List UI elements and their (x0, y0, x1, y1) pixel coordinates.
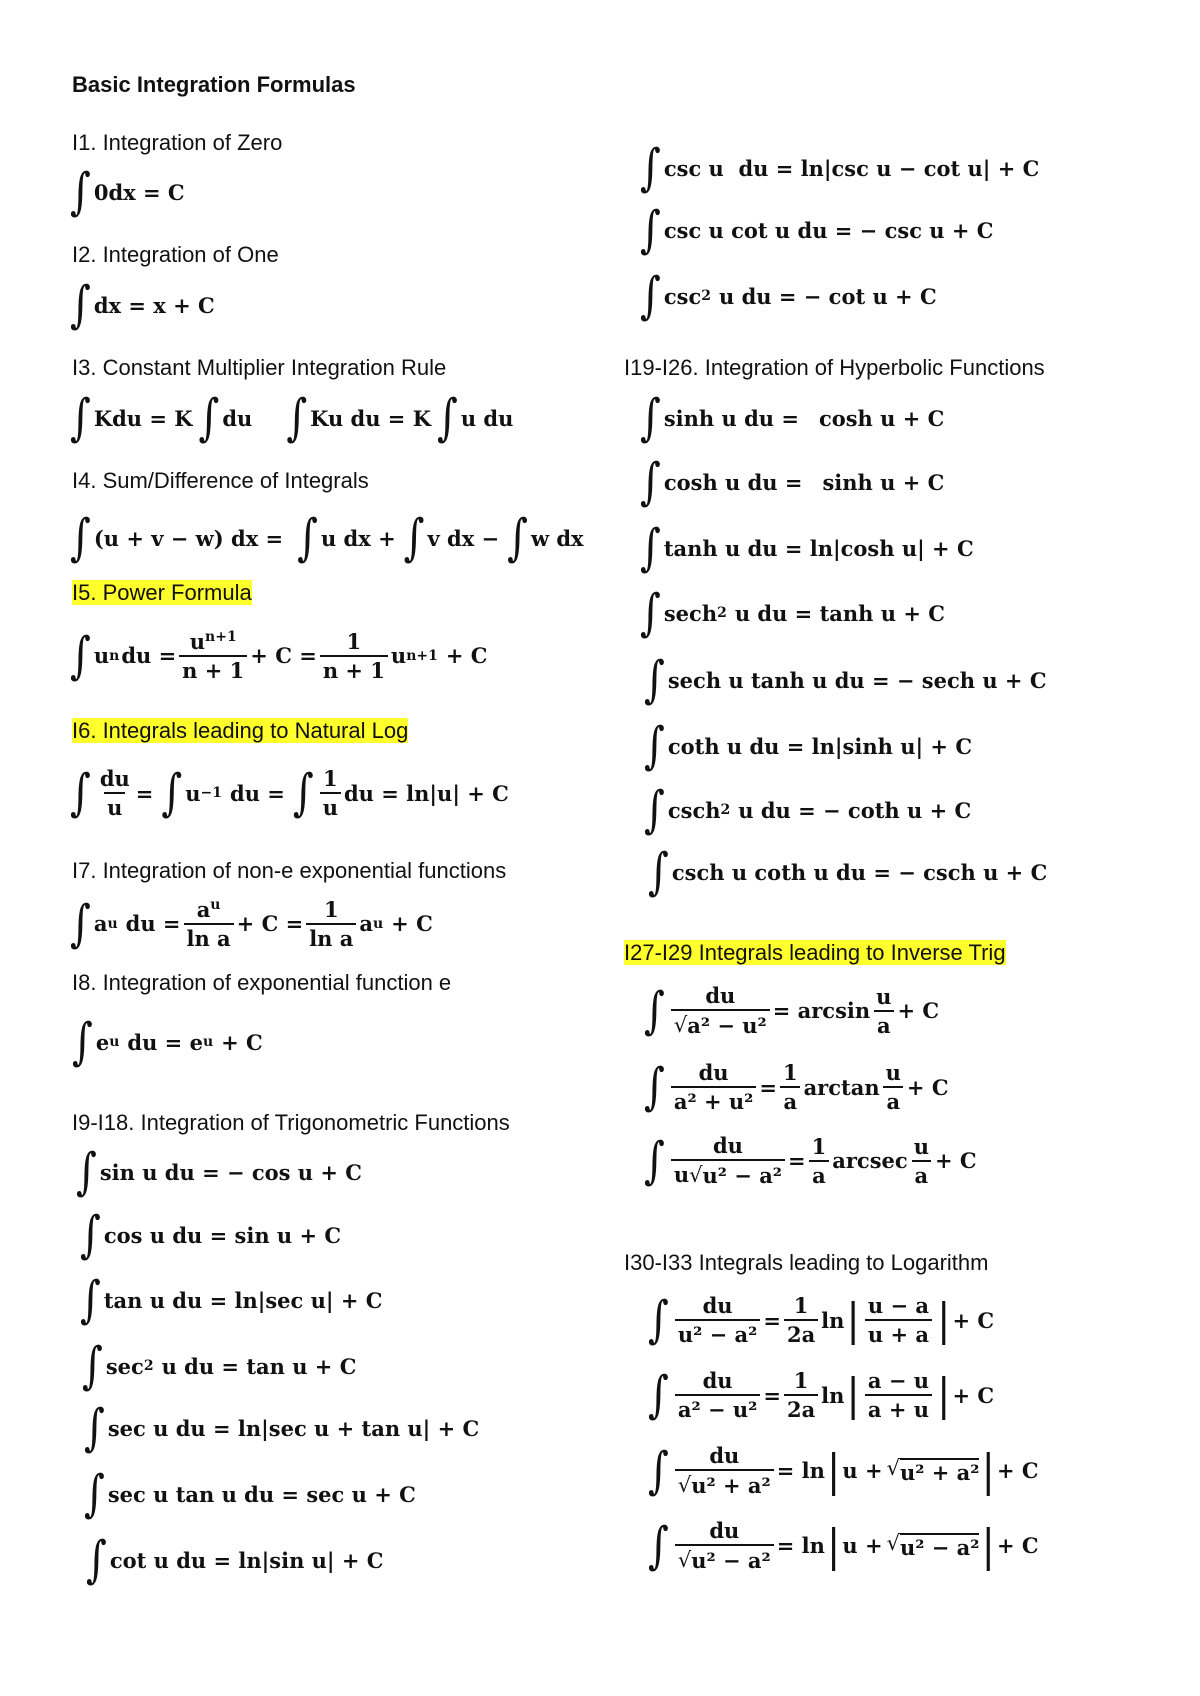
formula-sechtanh (644, 651, 1047, 709)
exponent: −1 (200, 785, 223, 801)
formula-text: coth u du = ln|sinh u| + C (667, 733, 973, 759)
integral-sign: ∫ (507, 509, 528, 567)
formula-text: sec (105, 1353, 144, 1379)
formula-log3 (648, 1441, 1039, 1500)
integral-sign: ∫ (76, 1143, 97, 1201)
formula-text: = (763, 1307, 781, 1333)
heading-i6 (72, 718, 408, 744)
formula-text: = (759, 1074, 777, 1100)
formula-text: + C (952, 1382, 995, 1408)
formula-text: du (222, 405, 253, 431)
formula-text: = ln (776, 1458, 825, 1483)
formula-text: csc u cot u du = − csc u + C (663, 217, 994, 243)
exponent: 2 (720, 802, 731, 818)
integral-sign: ∫ (82, 1337, 103, 1395)
integral-sign: ∫ (403, 509, 425, 567)
integral-sign: ∫ (70, 764, 91, 822)
fraction (179, 630, 247, 681)
formula-text: cos u du = sin u + C (103, 1222, 342, 1248)
formula-csc (640, 139, 1040, 197)
integral-sign: ∫ (644, 1058, 665, 1116)
radicand: u² − a² (691, 1548, 771, 1573)
integral-sign: ∫ (84, 1465, 105, 1523)
exponent: u (202, 1034, 214, 1050)
formula-text: u du = tanh u + C (734, 600, 945, 626)
sqrt-symbol: √ (673, 1013, 688, 1037)
fraction (675, 1370, 761, 1420)
formula-text: u (673, 1162, 690, 1187)
integral-sign: ∫ (644, 717, 665, 775)
integral-sign: ∫ (70, 894, 91, 953)
integral-sign: ∫ (72, 1013, 93, 1071)
exponent: 2 (701, 288, 711, 304)
formula-sech2 (640, 584, 945, 642)
highlight: I6. Integrals leading to Natural Log (72, 718, 409, 743)
formula-text: csch (667, 797, 721, 823)
numerator: 1 (811, 1133, 827, 1159)
formula-text: du = ln|u| + C (344, 780, 509, 806)
formula-text: + C (391, 911, 433, 936)
integral-sign: ∫ (436, 389, 458, 447)
formula-text: u du = − cot u + C (719, 283, 937, 309)
highlight: I5. Power Formula (72, 580, 252, 605)
numerator: du (705, 983, 736, 1008)
exponent: 2 (717, 605, 727, 621)
abs-bar: | (846, 1369, 860, 1421)
formula-text: + C (952, 1307, 995, 1333)
fraction (675, 1520, 774, 1571)
formula-arctan (644, 1058, 949, 1116)
abs-bar: | (981, 1520, 995, 1571)
formula-tan (80, 1271, 383, 1329)
fraction (671, 1062, 757, 1112)
heading-i1: I1. Integration of Zero (72, 130, 283, 155)
heading-i8: I8. Integration of exponential function e (72, 970, 452, 995)
integral-sign: ∫ (640, 267, 661, 325)
denominator: u + a (865, 1319, 932, 1345)
formula-text: u (93, 643, 110, 668)
integral-sign: ∫ (84, 1399, 105, 1457)
formula-text: u + (842, 1458, 883, 1483)
denominator: 2a (784, 1319, 818, 1345)
fraction (780, 1062, 801, 1112)
fraction (671, 1135, 785, 1186)
formula-text: csc u du = ln|csc u − cot u| + C (663, 155, 1040, 181)
heading-i30: I30-I33 Integrals leading to Logarithm (624, 1250, 989, 1275)
integral-sign: ∫ (70, 509, 91, 567)
formula-arcsec (644, 1131, 977, 1190)
sqrt-symbol: √ (677, 1473, 692, 1497)
numerator: 1 (346, 628, 362, 654)
integral-sign: ∫ (640, 584, 661, 642)
exponent: n (109, 647, 120, 664)
integral-sign: ∫ (648, 1441, 669, 1500)
sqrt-symbol: √ (677, 1548, 692, 1572)
formula-tanh (640, 519, 974, 577)
denominator: a (912, 1160, 932, 1186)
integral-sign: ∫ (80, 1271, 101, 1329)
fraction (675, 1445, 774, 1496)
numerator: du (702, 1368, 733, 1393)
integral-sign: ∫ (640, 453, 661, 511)
formula-i3 (70, 389, 514, 447)
radicand: u² + a² (691, 1473, 771, 1498)
numerator: u (189, 629, 206, 654)
heading-i9: I9-I18. Integration of Trigonometric Functions (72, 1110, 510, 1135)
radicand: u² − a² (899, 1535, 980, 1560)
formula-i8 (72, 1013, 263, 1071)
formula-text: + C (906, 1074, 949, 1100)
heading-i27 (624, 940, 1006, 966)
formula-sec (84, 1399, 480, 1457)
formula-text: + C (897, 998, 940, 1023)
fraction (911, 1133, 932, 1188)
heading-i4: I4. Sum/Difference of Integrals (72, 468, 369, 493)
formula-text: sech u tanh u du = − sech u + C (667, 667, 1047, 693)
formula-cschcoth (648, 843, 1048, 901)
formula-log4 (648, 1516, 1039, 1575)
formula-text: ln (821, 1307, 845, 1333)
radicand: u² − a² (702, 1163, 783, 1188)
numerator: 1 (323, 766, 338, 791)
exponent: u (210, 897, 221, 913)
abs-bar: | (826, 1445, 841, 1496)
formula-text: du = (230, 780, 285, 806)
formula-i6 (70, 764, 509, 822)
integral-sign: ∫ (640, 201, 661, 259)
integral-sign: ∫ (648, 1291, 669, 1349)
heading-i2: I2. Integration of One (72, 242, 279, 267)
numerator: 1 (793, 1368, 809, 1393)
formula-log1 (648, 1291, 995, 1349)
integral-sign: ∫ (80, 1206, 101, 1264)
formula-i2 (70, 276, 215, 334)
numerator: du (712, 1133, 743, 1158)
formula-text: ln (821, 1382, 845, 1408)
formula-text: a (93, 911, 108, 936)
integral-sign: ∫ (648, 1366, 669, 1424)
numerator: du (702, 1293, 733, 1318)
denominator: n + 1 (179, 655, 247, 681)
formula-log2 (648, 1366, 995, 1424)
formula-text: = ln (776, 1533, 825, 1558)
numerator: u (876, 983, 892, 1009)
formula-text: + C = (236, 911, 304, 936)
formula-text: csc (663, 283, 702, 309)
denominator: ln a (184, 923, 234, 949)
integral-sign: ∫ (70, 276, 91, 334)
fraction (671, 985, 770, 1036)
formula-text: csch u coth u du = − csch u + C (671, 859, 1048, 885)
formula-text: 0dx = C (93, 179, 185, 205)
integral-sign: ∫ (640, 519, 661, 577)
fraction (883, 1062, 904, 1112)
fraction (873, 983, 894, 1038)
formula-i5 (70, 626, 488, 685)
numerator: du (709, 1443, 740, 1468)
heading-i7: I7. Integration of non-e exponential functions (72, 858, 507, 883)
denominator: a (780, 1086, 800, 1112)
formula-text: du = (121, 643, 177, 668)
fraction (306, 896, 356, 951)
formula-text: u du = tan u + C (161, 1353, 357, 1379)
formula-text: u + (842, 1533, 883, 1558)
exponent: n+1 (406, 647, 438, 664)
formula-csch2 (644, 781, 972, 839)
denominator: a + u (865, 1394, 932, 1420)
integral-sign: ∫ (70, 163, 91, 221)
numerator: a (196, 897, 211, 922)
denominator: u² − a² (675, 1319, 761, 1345)
formula-text: + C (996, 1458, 1039, 1483)
denominator (671, 1009, 770, 1036)
formula-text: sech (663, 600, 718, 626)
fraction (865, 1295, 932, 1345)
integral-sign: ∫ (640, 389, 661, 447)
integral-sign: ∫ (70, 389, 91, 447)
formula-cot (86, 1531, 384, 1589)
exponent: 2 (143, 1358, 154, 1374)
integral-sign: ∫ (644, 981, 665, 1040)
denominator: u (320, 792, 341, 818)
numerator: du (709, 1518, 740, 1543)
denominator: a (809, 1160, 829, 1186)
integral-sign: ∫ (297, 509, 318, 567)
formula-i7 (70, 894, 433, 953)
formula-text: Ku du = K (310, 405, 431, 431)
numerator: 1 (782, 1060, 798, 1085)
fraction (784, 1295, 818, 1345)
formula-text: = (135, 780, 154, 806)
denominator (675, 1469, 774, 1496)
fraction (809, 1133, 830, 1188)
heading-i3: I3. Constant Multiplier Integration Rule (72, 355, 447, 380)
heading-i19: I19-I26. Integration of Hyperbolic Functions (624, 355, 1045, 380)
exponent: u (372, 915, 384, 932)
formula-text: Kdu = K (93, 405, 193, 431)
formula-text: + C (996, 1533, 1039, 1558)
formula-text: sinh u + C (822, 469, 945, 495)
formula-text: (u + v − w) dx = (93, 525, 284, 551)
denominator: 2a (784, 1394, 818, 1420)
numerator: du (698, 1060, 729, 1085)
formula-text: a (359, 911, 373, 936)
abs-bar: | (981, 1445, 995, 1496)
numerator: 1 (323, 896, 339, 922)
formula-i4 (70, 509, 584, 567)
denominator: u (104, 792, 125, 818)
formula-csc2 (640, 267, 937, 325)
formula-text: e (95, 1029, 110, 1055)
numerator: u − a (867, 1293, 929, 1318)
formula-sinh (640, 389, 945, 447)
formula-text: cot u du = ln|sin u| + C (109, 1547, 384, 1573)
sqrt-symbol: √ (689, 1163, 703, 1187)
denominator: a (874, 1010, 894, 1036)
formula-text: du = (125, 911, 181, 936)
fraction (320, 628, 388, 683)
formula-sin (76, 1143, 363, 1201)
exponent: n+1 (205, 629, 237, 645)
exponent: u (107, 915, 118, 932)
abs-bar: | (826, 1520, 841, 1571)
denominator: a (883, 1086, 903, 1112)
fraction (320, 768, 341, 818)
formula-text: u (390, 643, 407, 668)
heading-i5 (72, 580, 252, 606)
integral-sign: ∫ (292, 764, 314, 822)
formula-text: + C (934, 1148, 977, 1173)
formula-text: v dx − (427, 525, 500, 551)
denominator (675, 1544, 774, 1571)
sqrt-symbol: √ (886, 1456, 900, 1480)
formula-text: = (763, 1382, 781, 1408)
numerator: u (885, 1060, 901, 1085)
abs-bar: | (937, 1294, 951, 1346)
numerator: 1 (793, 1293, 809, 1318)
integral-sign: ∫ (70, 626, 91, 685)
formula-text: w dx (530, 525, 584, 551)
formula-text: = (788, 1148, 806, 1173)
formula-text: u du (460, 405, 514, 431)
formula-text: u (185, 780, 201, 806)
formula-text: + C (445, 643, 488, 668)
formula-text: u dx + (320, 525, 396, 551)
radicand: a² − u² (687, 1013, 767, 1038)
integral-sign: ∫ (286, 389, 308, 447)
formula-arcsin (644, 981, 940, 1040)
formula-text: du = e (127, 1029, 203, 1055)
integral-sign: ∫ (198, 389, 220, 447)
formula-text: sinh u du = (663, 405, 799, 431)
integral-sign: ∫ (644, 781, 665, 839)
radicand: u² + a² (899, 1460, 980, 1485)
integral-sign: ∫ (86, 1531, 107, 1589)
formula-text: tanh u du = ln|cosh u| + C (663, 535, 974, 561)
integral-sign: ∫ (648, 1516, 669, 1575)
formula-text: cosh u + C (818, 405, 945, 431)
numerator: du (99, 766, 130, 791)
fraction (865, 1370, 932, 1420)
fraction (675, 1295, 761, 1345)
formula-text: + C = (250, 643, 317, 668)
sqrt-symbol: √ (886, 1531, 900, 1555)
formula-text: arcsec (832, 1148, 908, 1173)
page-title: Basic Integration Formulas (72, 72, 356, 97)
integral-sign: ∫ (161, 764, 183, 822)
formula-coth (644, 717, 973, 775)
denominator: n + 1 (320, 655, 388, 681)
formula-text: arctan (803, 1074, 880, 1100)
formula-text: sin u du = − cos u + C (99, 1159, 363, 1185)
numerator: u (913, 1133, 929, 1159)
formula-text: sec u tan u du = sec u + C (107, 1481, 416, 1507)
denominator: ln a (306, 923, 356, 949)
formula-cos (80, 1206, 342, 1264)
denominator (671, 1159, 785, 1186)
numerator: a − u (867, 1368, 929, 1393)
fraction (784, 1370, 818, 1420)
formula-text: = arcsin (772, 998, 871, 1023)
abs-bar: | (846, 1294, 860, 1346)
formula-sectan (84, 1465, 416, 1523)
exponent: u (109, 1034, 120, 1050)
highlight: I27-I29 Integrals leading to Inverse Trig (624, 940, 1006, 965)
denominator: a² + u² (671, 1086, 757, 1112)
integral-sign: ∫ (640, 139, 661, 197)
formula-text: cosh u du = (663, 469, 803, 495)
integral-sign: ∫ (648, 843, 669, 901)
formula-i1 (70, 163, 185, 221)
formula-text: u du = − coth u + C (738, 797, 972, 823)
denominator: a² − u² (675, 1394, 761, 1420)
formula-csccot (640, 201, 994, 259)
integral-sign: ∫ (644, 1131, 665, 1190)
formula-text: tan u du = ln|sec u| + C (103, 1287, 383, 1313)
fraction (184, 898, 234, 949)
formula-text: dx = x + C (93, 292, 215, 318)
integral-sign: ∫ (644, 651, 665, 709)
formula-text: + C (221, 1029, 263, 1055)
formula-text: sec u du = ln|sec u + tan u| + C (107, 1415, 480, 1441)
fraction (97, 768, 133, 818)
formula-sec2 (82, 1337, 357, 1395)
abs-bar: | (937, 1369, 951, 1421)
formula-cosh (640, 453, 945, 511)
